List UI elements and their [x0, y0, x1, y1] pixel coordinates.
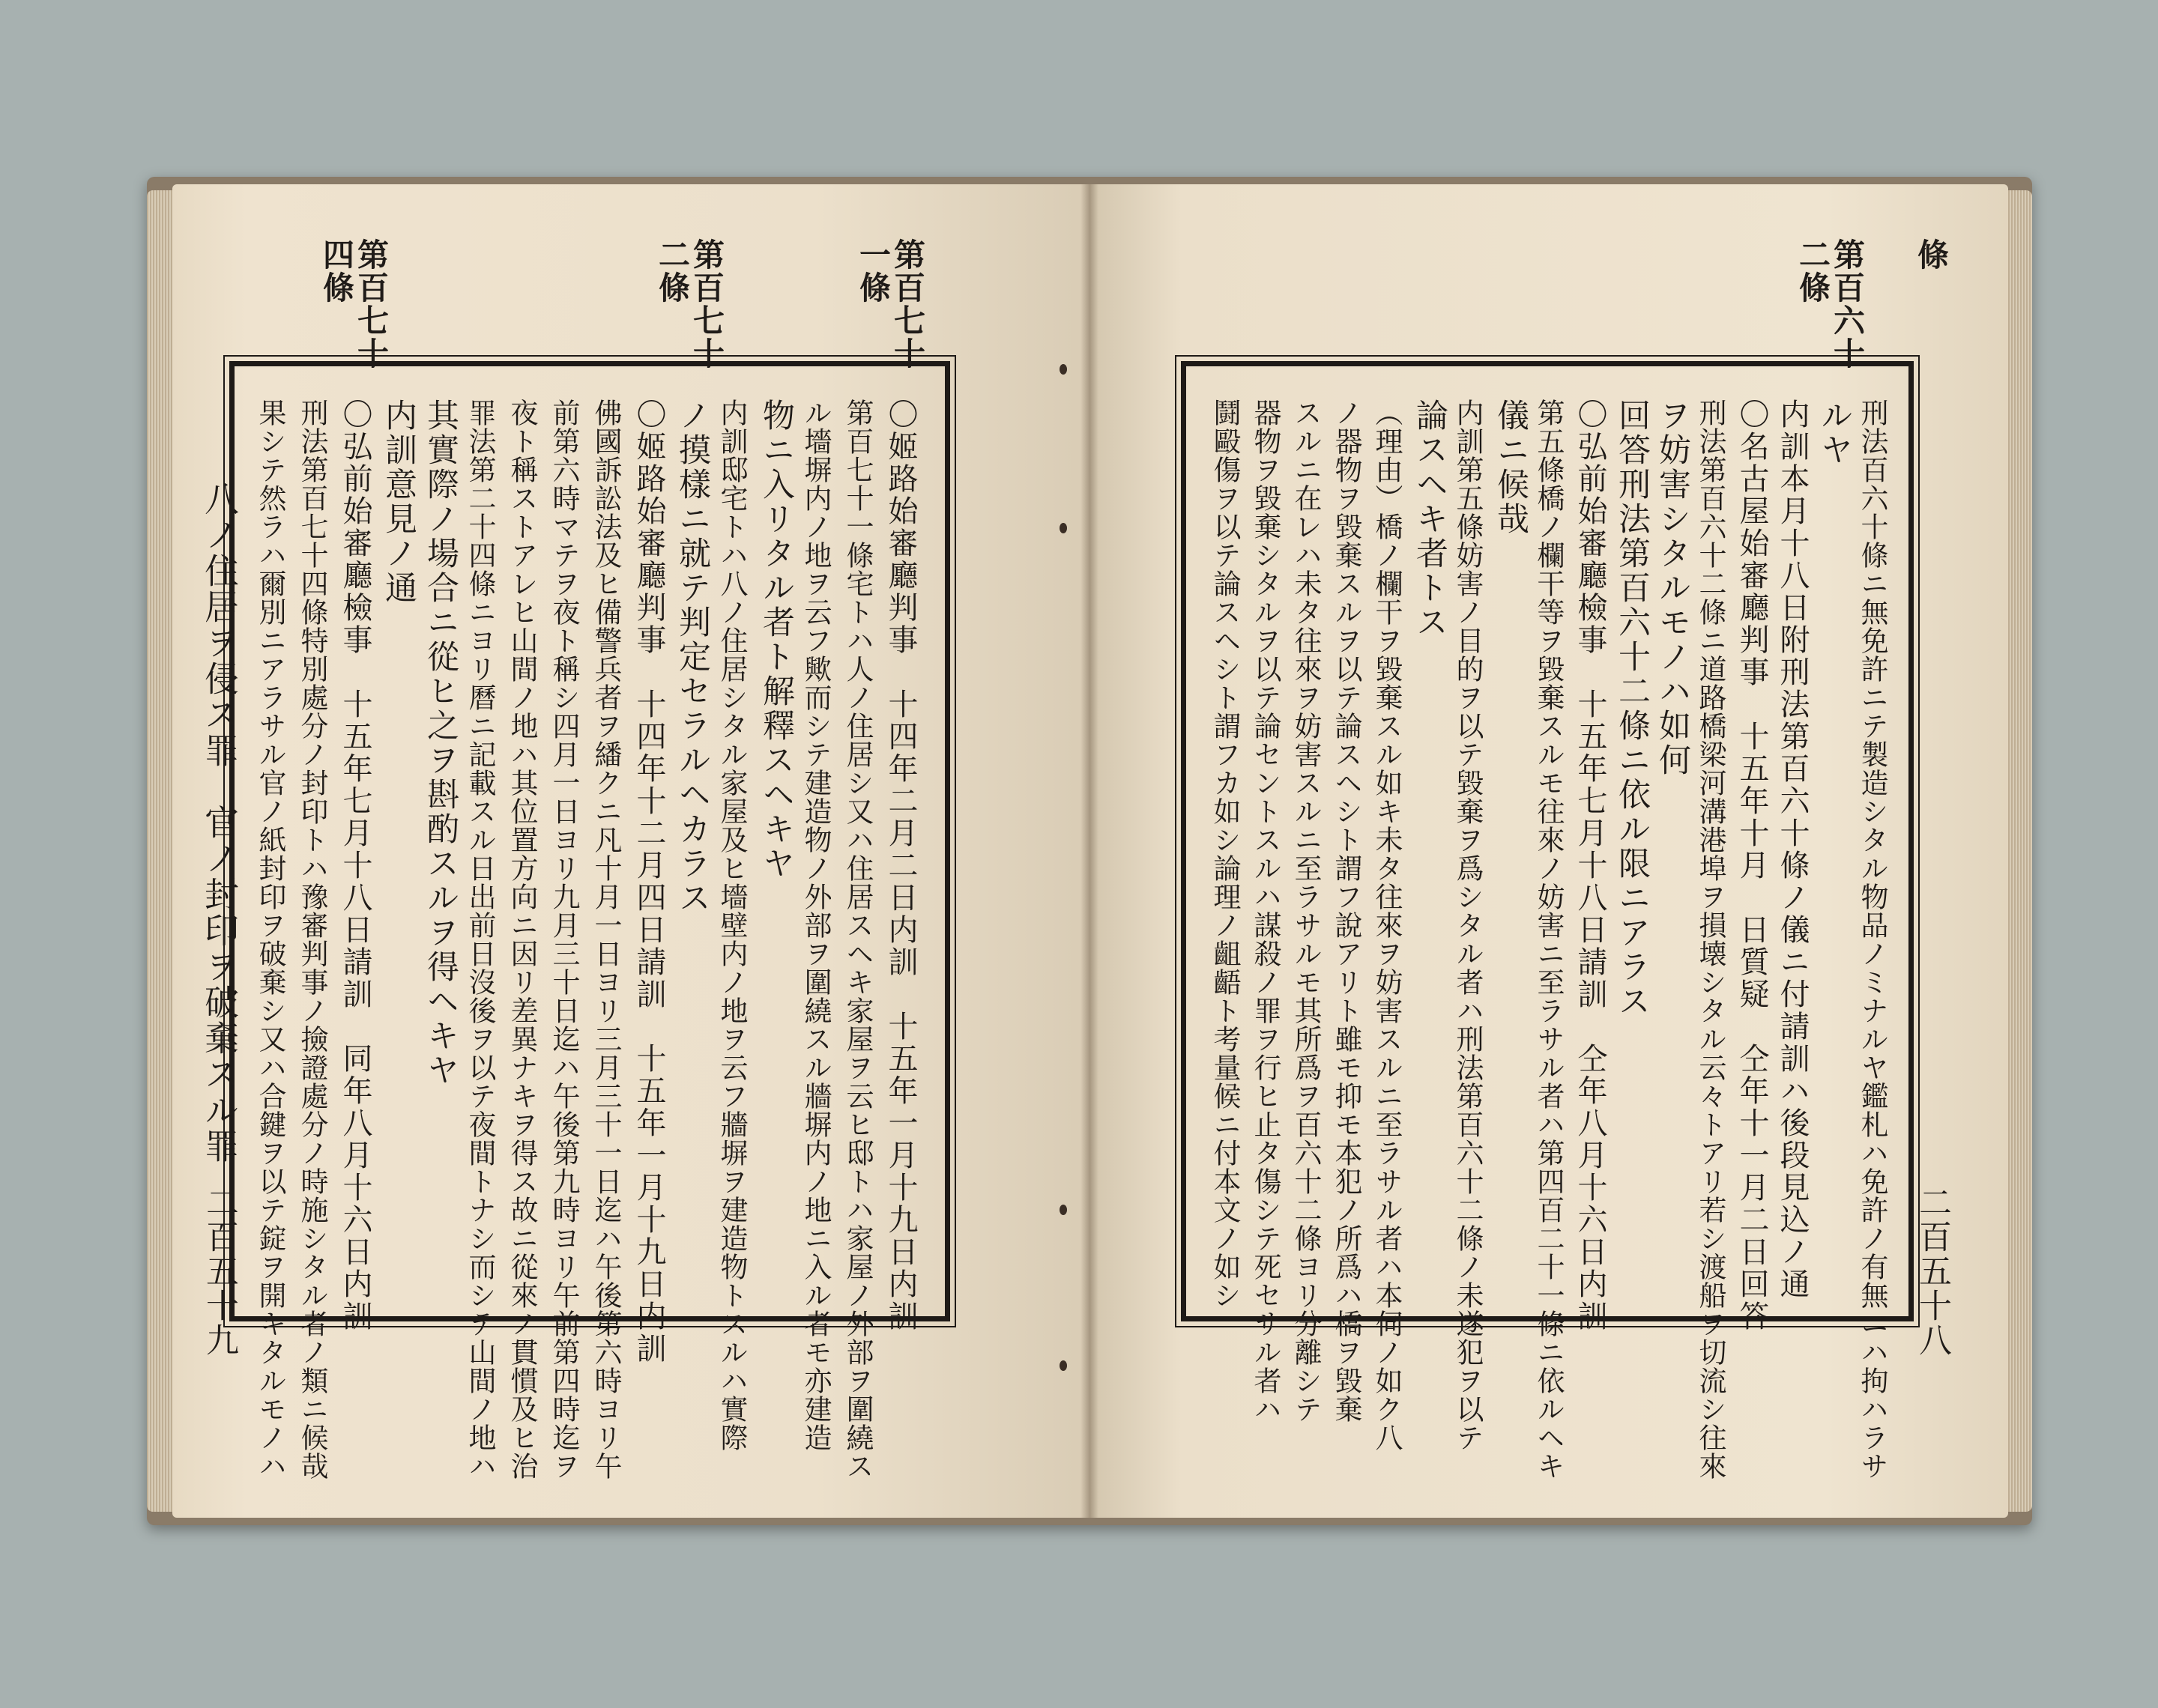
left-running-title: 八ノ住居ヲ侵ス罪 官ノ封印ヲ破棄スル罪: [199, 481, 240, 1164]
right-line: 内訓本月十八日附刑法第百六十條ノ儀ニ付請訓ハ後段見込ノ通: [1775, 399, 1810, 1300]
binding-hole: [1060, 1205, 1067, 1215]
left-line: 前第六時マテヲ夜ト稱シ四月一日ヨリ九月三十日迄ハ午後第九時ヨリ午前第四時迄ヲ: [548, 399, 580, 1480]
right-page: [1089, 184, 2008, 1518]
left-line: 佛國訴訟法及ヒ備警兵者ヲ繙クニ凡十月一日ヨリ三月三十一日迄ハ午後第六時ヨリ午: [590, 399, 622, 1480]
right-margin-label: 條: [1913, 238, 1950, 271]
right-line: スルニ在レハ未タ往來ヲ妨害スルニ至ラサルモ其所爲ヲ百六十二條ヨリ分離シテ: [1290, 399, 1322, 1423]
right-article-label-1: 第百六十: [1829, 238, 1866, 370]
left-line: 其實際ノ場合ニ從ヒ之ヲ斟酌スルヲ得ヘキヤ: [422, 399, 459, 1088]
right-page-edges: [2007, 190, 2032, 1512]
left-line: 内訓意見ノ通: [380, 399, 417, 605]
right-line: 刑法第百六十二條ニ道路橋梁河溝港埠ヲ損壊シタル云々トアリ若シ渡船ヲ切流シ往來: [1694, 399, 1726, 1480]
binding-hole: [1060, 523, 1067, 533]
right-line: 刑法百六十條ニ無免許ニテ製造シタル物品ノミナルヤ鑑札ハ免許ノ有無ニハ拘ハラサ: [1856, 399, 1888, 1480]
left-line: ノ摸樣ニ就テ判定セラルヘカラス: [674, 399, 711, 915]
left-line: 内訓邸宅トハ八ノ住居シタル家屋及ヒ墻壁内ノ地ヲ云フ牆塀ヲ建造物トスルハ實際: [716, 399, 748, 1452]
right-line: 〇弘前始審廳檢事 十五年七月十八日請訓 仝年八月十六日内訓: [1573, 399, 1607, 1333]
left-page-number: 二百五十九: [200, 1185, 238, 1357]
left-article-label-2a: 第百七十: [689, 238, 725, 370]
book-gutter: [1080, 184, 1098, 1518]
left-line: 夜ト稱ストアレヒ山間ノ地ハ其位置方向ニ因リ差異ナキヲ得ス故ニ從來ノ貫慣及ヒ治: [506, 399, 538, 1480]
right-line: 〇名古屋始審廳判事 十五年十月 日質疑 仝年十一月二日回答: [1735, 399, 1769, 1333]
right-line: 鬪毆傷ヲ以テ論スヘシト謂フカ如シ論理ノ齟齬ト考量候ニ付本文ノ如シ: [1209, 399, 1241, 1309]
right-line: ノ器物ヲ毀棄スルヲ以テ論スヘシト謂フ說アリト雖モ抑モ本犯ノ所爲ハ橋ヲ毀棄: [1330, 399, 1362, 1423]
left-line: 〇姬路始審廳判事 十四年二月二日内訓 十五年一月十九日内訓: [883, 399, 918, 1333]
left-article-label-1b: 一條: [855, 238, 892, 304]
left-line: 果シテ然ラハ爾別ニアラサル官ノ紙封印ヲ破棄シ又ハ合鍵ヲ以テ錠ヲ開キタルモノハ: [254, 399, 286, 1480]
left-article-label-3b: 四條: [318, 238, 355, 304]
right-line: 内訓第五條妨害ノ目的ヲ以テ毀棄ヲ爲シタル者ハ刑法第百六十二條ノ未遂犯ヲ以テ: [1451, 399, 1484, 1452]
binding-hole: [1060, 364, 1067, 375]
binding-hole: [1060, 1360, 1067, 1371]
right-line: ヲ妨害シタルモノハ如何: [1654, 399, 1691, 778]
left-line: 物ニ入リタル者ト解釋スヘキヤ: [758, 399, 795, 881]
right-line: 第五條橋ノ欄干等ヲ毀棄スルモ往來ノ妨害ニ至ラサル者ハ第四百二十一條ニ依ルヘキ: [1532, 399, 1565, 1480]
left-line: 〇弘前始審廳檢事 十五年七月十八日請訓 同年八月十六日内訓: [338, 399, 372, 1333]
right-article-label-2: 二條: [1795, 238, 1831, 304]
left-page-edges: [147, 190, 172, 1512]
right-line: 器物ヲ毀棄シタルヲ以テ論セントスルハ謀殺ノ罪ヲ行ヒ止タ傷シテ死セサル者ハ: [1249, 399, 1281, 1423]
left-line: ル墻塀内ノ地ヲ云フ歟而シテ建造物ノ外部ヲ圍繞スル牆塀内ノ地ニ入ル者モ亦建造: [800, 399, 832, 1452]
left-article-label-3a: 第百七十: [353, 238, 390, 370]
left-line: 刑法第百七十四條特別處分ノ封印トハ豫審判事ノ撿證處分ノ時施シタル者ノ類ニ候哉: [296, 399, 328, 1480]
right-line: 論スヘキ者トス: [1411, 399, 1448, 640]
right-page-number: 二百五十八: [1913, 1185, 1951, 1357]
right-line: 回答刑法第百六十二條ニ依ル限ニアラス: [1613, 399, 1651, 1019]
right-line: ルヤ: [1816, 399, 1853, 467]
right-line: 儀ニ候哉: [1492, 399, 1529, 536]
left-line: 罪法第二十四條ニヨリ曆ニ記載スル日出前日沒後ヲ以テ夜間トナシ而シテ山間ノ地ハ: [464, 399, 496, 1480]
right-line: （理由）橋ノ欄干ヲ毀棄スル如キ未タ往來ヲ妨害スルニ至ラサル者ハ本伺ノ如ク八: [1370, 399, 1403, 1452]
left-line: 第百七十一條宅トハ人ノ住居シ又ハ住居スヘキ家屋ヲ云ヒ邸トハ家屋ノ外部ヲ圍繞ス: [841, 399, 874, 1480]
left-page: [172, 184, 1089, 1518]
open-book: [147, 177, 2032, 1525]
left-article-label-1a: 第百七十: [889, 238, 926, 370]
left-article-label-2b: 二條: [654, 238, 691, 304]
left-line: 〇姬路始審廳判事 十四年十二月四日請訓 十五年一月十九日内訓: [632, 399, 666, 1365]
